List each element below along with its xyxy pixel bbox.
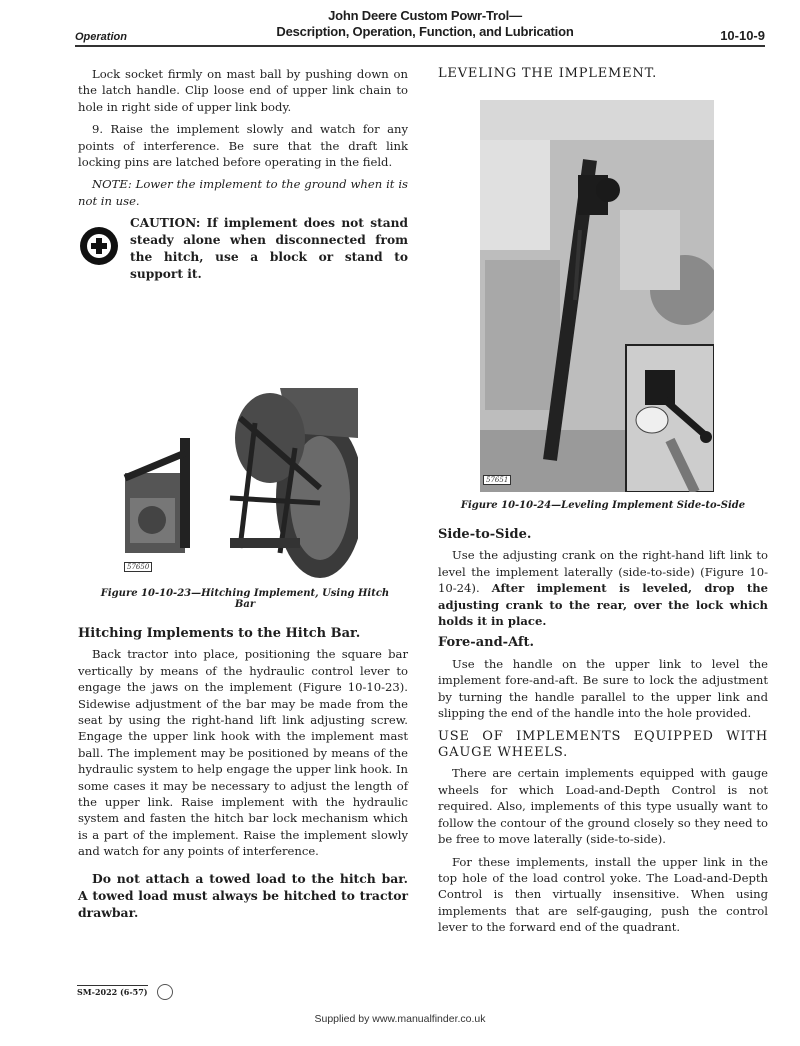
section-heading-gauge-wheels: USE OF IMPLEMENTS EQUIPPED WITH GAUGE WHEELS. <box>438 729 768 761</box>
paragraph-gauge-wheels-1: There are certain implements equipped with gauge wheels for which Load-and-Depth Control is not required. Also, implements of this type usually want to follow the contour of the ground closely so they need to be free to move laterally (side-to-side). <box>438 766 768 847</box>
figure-number-tag-2: 57651 <box>483 475 511 485</box>
page-number: 10-10-9 <box>720 28 765 43</box>
right-column-lower <box>438 527 768 942</box>
paragraph-side-to-side <box>438 547 768 629</box>
paragraph-lock-socket: Lock socket firmly on mast ball by pushing down on the latch handle. Clip loose end of upper link chain to hole in right side of upper link body. <box>78 67 408 114</box>
section-heading-hitch-bar: Hitching Implements to the Hitch Bar. <box>78 626 361 641</box>
left-column <box>78 66 408 283</box>
leveling-photo <box>480 100 714 492</box>
figure-number-tag: 57650 <box>124 562 152 572</box>
paragraph-hitching: Back tractor into place, positioning the square bar vertically by means of the hydraulic control lever to engage the jaws on the implement (Figure 10-10-23). Sidewise adjustment of the bar may be made from the seat by using the right-hand lift link adjusting screw. Engage the upper link hook with the implement mast ball. The implement may be positioned by means of the hydraulic system to help engage the upper link hook. In some cases it may be necessary to adjust the length of the upper link. Raise implement with the hydraulic system and fasten the hitch bar lock mechanism which is a part of the implement. Raise the implement slowly and watch for any points of interference. <box>78 647 408 859</box>
figure-hitching-implement <box>120 378 358 578</box>
right-column-top <box>438 66 768 86</box>
note-text: NOTE: Lower the implement to the ground when it is not in use. <box>78 177 408 208</box>
paragraph-step-9: 9. Raise the implement slowly and watch for any points of interference. Be sure that the draft link locking pins are latched before operating in the field. <box>78 122 408 170</box>
figure-caption-10-10-24: Figure 10-10-24—Leveling Implement Side-to-Side <box>460 500 746 511</box>
paragraph-fore-and-aft: Use the handle on the upper link to level the implement fore-and-aft. Be sure to lock the adjustment by turning the handle parallel to the upper link and slipping the end of the handle into the hole provided. <box>438 656 768 721</box>
caution-block <box>78 215 408 283</box>
safety-cross-icon <box>80 227 118 265</box>
header-title-line2: Description, Operation, Function, and Lubrication <box>276 24 574 39</box>
section-heading-leveling: LEVELING THE IMPLEMENT. <box>438 66 658 81</box>
left-column-lower <box>78 626 408 927</box>
subheading-fore-and-aft: Fore-and-Aft. <box>438 635 535 651</box>
side-to-side-bold-text: After implement is leveled, drop the adjusting crank to the rear, over the lock which holds it in place. <box>438 581 768 629</box>
hitch-bar-illustration <box>120 378 358 578</box>
header-title-line1: John Deere Custom Powr-Trol— <box>328 8 522 23</box>
side-to-side-text: Use the adjusting crank on the right-hand lift link to level the implement laterally (side-to-side) (Figure 10-10-24). <box>438 548 768 596</box>
header-title <box>225 8 625 40</box>
header-section: Operation <box>75 31 127 43</box>
supplied-by-text: Supplied by www.manualfinder.co.uk <box>314 1013 486 1025</box>
footer-manual-code: SM-2022 (6-57) <box>77 987 148 997</box>
figure-leveling-implement <box>480 100 714 492</box>
union-label-icon <box>157 984 173 1000</box>
caution-text: CAUTION: If implement does not stand steady alone when disconnected from the hitch, use a block or stand to support it. <box>130 216 408 282</box>
figure-caption-10-10-23: Figure 10-10-23—Hitching Implement, Using Hitch Bar <box>100 588 390 610</box>
warning-towed-load: Do not attach a towed load to the hitch bar. A towed load must always be hitched to tractor drawbar. <box>78 870 408 920</box>
subheading-side-to-side: Side-to-Side. <box>438 527 532 542</box>
page-header <box>75 8 765 47</box>
paragraph-gauge-wheels-2: For these implements, install the upper link in the top hole of the load control yoke. The Load-and-Depth Control is then virtually insensitive. When using implements that are self-gauging, push the control lever to the forward end of the quadrant. <box>438 854 768 935</box>
